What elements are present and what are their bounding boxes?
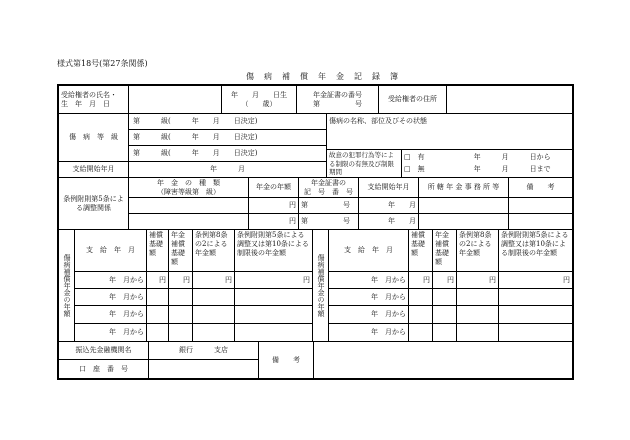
right-row4-art8[interactable]	[457, 324, 499, 342]
left-row2-art5[interactable]	[235, 289, 313, 306]
right-row2-base[interactable]	[409, 289, 433, 306]
left-header-annual-base: 年金補償基礎額	[169, 230, 193, 272]
adjust-office-2[interactable]	[419, 214, 509, 230]
left-row3-annual[interactable]	[169, 306, 193, 324]
left-row1-art5[interactable]: 円	[235, 272, 313, 289]
annual-pension-side-label-right	[313, 230, 329, 342]
footer-remarks-field[interactable]	[314, 342, 572, 378]
restriction-yes-checkbox[interactable]: □ 有 年 月 日から	[404, 152, 551, 161]
header-pension-office: 所 轄 年 金 事 務 所 等	[419, 178, 509, 198]
right-row1-annual[interactable]: 円	[433, 272, 457, 289]
left-header-pay-month: 支 給 年 月	[75, 230, 147, 272]
restriction-no-checkbox[interactable]: □ 無 年 月 日まで	[404, 165, 551, 174]
right-row1-base[interactable]: 円	[409, 272, 433, 289]
account-number-field[interactable]	[149, 360, 259, 378]
grade-line-2[interactable]: 第 級( 年 月 日決定)	[129, 130, 327, 146]
left-row3-base[interactable]	[147, 306, 169, 324]
header-pension-type: 年 金 の 種 類 （障害等級第 級）	[129, 178, 249, 198]
right-row2-art5[interactable]	[499, 289, 572, 306]
form-number: 様式第18号(第27条関係)	[57, 59, 148, 68]
bank-name-field[interactable]: 銀行 支店	[149, 342, 259, 360]
left-row2-annual[interactable]	[169, 289, 193, 306]
grade-line-1[interactable]: 第 級( 年 月 日決定)	[129, 114, 327, 130]
pension-cert-number-cell[interactable]	[297, 86, 379, 114]
adjust-type-2[interactable]	[129, 214, 249, 230]
payment-start-label: 支給開始年月	[59, 162, 129, 178]
left-header-art5: 条例附則第5条による調整又は第10条による制限後の年金額	[235, 230, 313, 272]
annual-pension-side-label-left	[59, 230, 75, 342]
right-row4-month[interactable]: 年 月から	[329, 324, 409, 342]
right-row3-base[interactable]	[409, 306, 433, 324]
injury-name-label: 傷病の名称、部位及びその状態	[329, 117, 427, 125]
adjust-amount-2[interactable]: 円	[249, 214, 299, 230]
right-row3-art5[interactable]	[499, 306, 572, 324]
left-header-base: 補償基礎額	[147, 230, 169, 272]
recipient-name-field[interactable]	[129, 86, 222, 114]
left-row4-base[interactable]	[147, 324, 169, 342]
adjust-office-1[interactable]	[419, 198, 509, 214]
left-row3-month[interactable]: 年 月から	[75, 306, 147, 324]
footer-remarks-label: 備 考	[259, 342, 314, 378]
right-header-pay-month: 支 給 年 月	[329, 230, 409, 272]
account-number-label: 口 座 番 号	[59, 360, 149, 378]
right-row3-art8[interactable]	[457, 306, 499, 324]
right-row2-annual[interactable]	[433, 289, 457, 306]
injury-grade-label: 傷 病 等 級	[59, 114, 129, 162]
adjust-remarks-1[interactable]	[509, 198, 572, 214]
left-row1-month[interactable]: 年 月から	[75, 272, 147, 289]
right-row4-art5[interactable]	[499, 324, 572, 342]
right-header-art5: 条例附則第5条による調整又は第10条による制限後の年金額	[499, 230, 572, 272]
form-title: 傷 病 補 償 年 金 記 録 簿	[246, 72, 399, 81]
right-row3-month[interactable]: 年 月から	[329, 306, 409, 324]
header-remarks: 備 考	[509, 178, 572, 198]
left-row1-base[interactable]: 円	[147, 272, 169, 289]
left-row2-base[interactable]	[147, 289, 169, 306]
pension-cert-label: 年金証書の番号	[313, 90, 362, 99]
birth-date-field[interactable]	[222, 86, 297, 114]
bank-name-label: 振込先金融機関名	[59, 342, 149, 360]
adjustment-label: 条例附則第5条による調整関係	[59, 178, 129, 230]
left-header-art8: 条例第8条の2による年金額	[193, 230, 235, 272]
adjust-cert-1[interactable]: 第 号	[299, 198, 359, 214]
recipient-name-label: 受給権者の氏名・ 生 年 月 日	[59, 86, 129, 114]
left-row4-month[interactable]: 年 月から	[75, 324, 147, 342]
right-row2-art8[interactable]	[457, 289, 499, 306]
left-row3-art5[interactable]	[235, 306, 313, 324]
age-text: （ 歳）	[241, 99, 277, 108]
payment-start-value[interactable]: 年 月	[129, 162, 327, 178]
header-pension-amount: 年金の年額	[249, 178, 299, 198]
left-row4-annual[interactable]	[169, 324, 193, 342]
right-row2-month[interactable]: 年 月から	[329, 289, 409, 306]
right-header-annual-base: 年金補償基礎額	[433, 230, 457, 272]
right-header-art8: 条例第8条の2による年金額	[457, 230, 499, 272]
adjust-month-2[interactable]: 年 月	[359, 214, 419, 230]
grade-line-3[interactable]: 第 級( 年 月 日決定)	[129, 146, 327, 162]
right-row1-month[interactable]: 年 月から	[329, 272, 409, 289]
header-start-month: 支給開始年月	[359, 178, 419, 198]
crime-restriction-options[interactable]	[402, 150, 572, 178]
right-row1-art5[interactable]: 円	[499, 272, 572, 289]
header-cert-number: 年金証書の 記 号 番 号	[299, 178, 359, 198]
left-row3-art8[interactable]	[193, 306, 235, 324]
left-row2-month[interactable]: 年 月から	[75, 289, 147, 306]
left-row1-art8[interactable]: 円	[193, 272, 235, 289]
annual-side-label-right-text: 傷病補償年金の年額	[317, 254, 325, 317]
adjust-month-1[interactable]: 年 月	[359, 198, 419, 214]
right-row3-annual[interactable]	[433, 306, 457, 324]
adjust-cert-2[interactable]: 第 号	[299, 214, 359, 230]
right-row4-annual[interactable]	[433, 324, 457, 342]
birth-date-text: 年 月 日生	[231, 90, 287, 99]
right-row4-base[interactable]	[409, 324, 433, 342]
adjust-type-1[interactable]	[129, 198, 249, 214]
annual-side-label-left-text: 傷病補償年金の年額	[63, 254, 71, 317]
right-header-base: 補償基礎額	[409, 230, 433, 272]
injury-name-cell[interactable]	[327, 114, 572, 150]
crime-restriction-label: 故意の犯罪行為等による制限の有無及び制限期間	[327, 150, 402, 178]
left-row4-art8[interactable]	[193, 324, 235, 342]
adjust-amount-1[interactable]: 円	[249, 198, 299, 214]
pension-cert-value: 第 号	[313, 99, 362, 108]
left-row4-art5[interactable]	[235, 324, 313, 342]
record-form-table	[57, 84, 574, 380]
left-row2-art8[interactable]	[193, 289, 235, 306]
recipient-address-label: 受給権者の住所	[379, 86, 447, 114]
adjust-remarks-2[interactable]	[509, 214, 572, 230]
right-row1-art8[interactable]: 円	[457, 272, 499, 289]
recipient-address-field[interactable]	[447, 86, 572, 114]
left-row1-annual[interactable]: 円	[169, 272, 193, 289]
